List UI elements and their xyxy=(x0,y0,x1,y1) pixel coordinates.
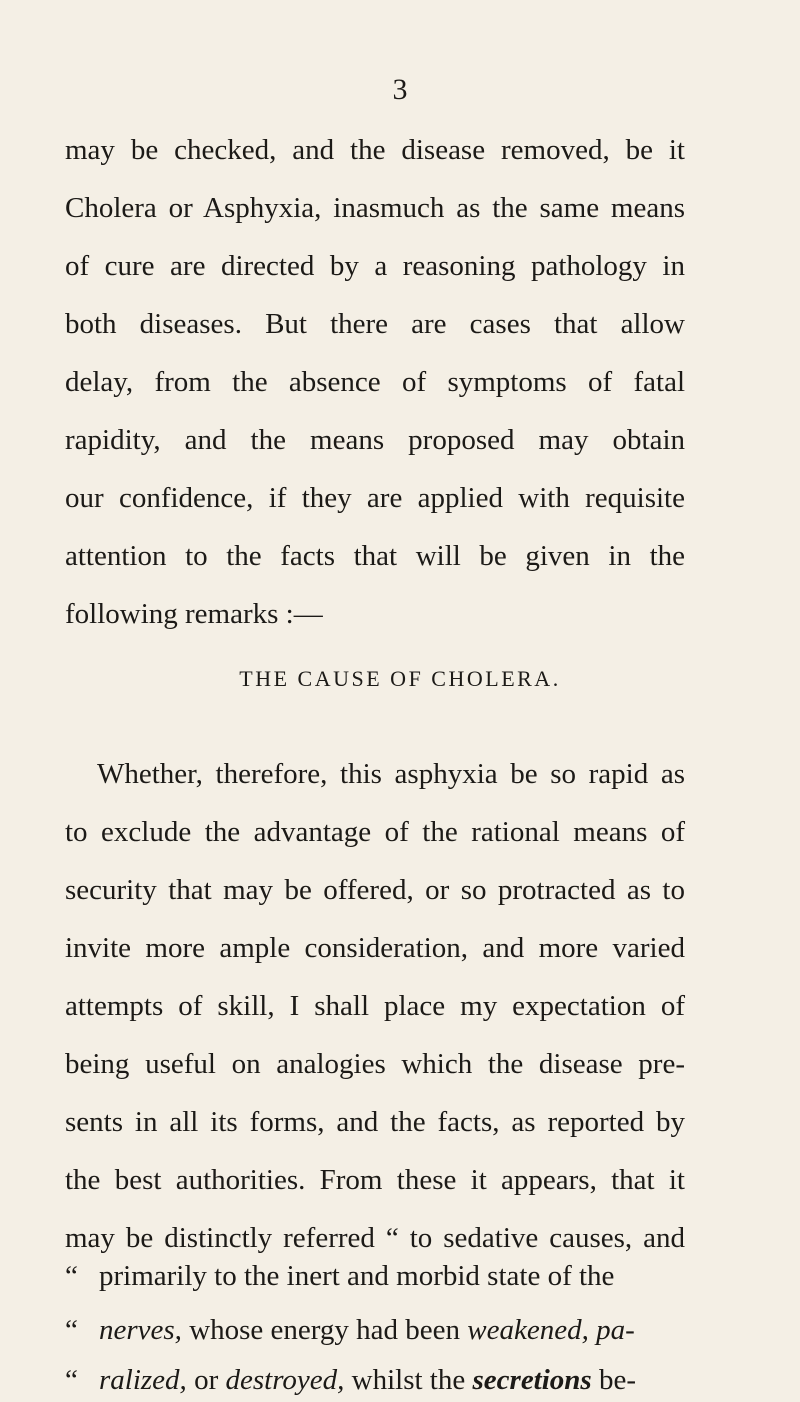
text-line: Whether, therefore, this asphyxia be so rapid as xyxy=(97,758,685,790)
italic-word: destroyed, xyxy=(225,1364,345,1396)
quoted-line-final xyxy=(65,1360,685,1400)
text-line: delay, from the absence of symptoms of fatal xyxy=(65,366,685,398)
italic-word: nerves, xyxy=(99,1314,182,1346)
text-line: to exclude the advantage of the rational means of xyxy=(65,816,685,848)
text-line: attempts of skill, I shall place my expectation of xyxy=(65,990,685,1022)
quoted-text: be- xyxy=(591,1364,636,1396)
open-quote: “ xyxy=(65,1364,78,1396)
bold-italic-word: secretions xyxy=(472,1364,592,1396)
quoted-text: primarily to the inert and morbid state of the xyxy=(99,1260,615,1292)
text-line: rapidity, and the means proposed may obtain xyxy=(65,424,685,456)
quoted-line xyxy=(65,1310,685,1350)
text-line: following remarks :— xyxy=(65,598,323,630)
quoted-text: whose energy had been xyxy=(181,1314,468,1346)
open-quote: “ xyxy=(65,1314,78,1346)
text-line: of cure are directed by a reasoning pathology in xyxy=(65,250,685,282)
text-line: our confidence, if they are applied with requisite xyxy=(65,482,685,514)
text-line: security that may be offered, or so protracted as to xyxy=(65,874,685,906)
italic-word: pa- xyxy=(588,1314,635,1346)
text-line: sents in all its forms, and the facts, as reported by xyxy=(65,1106,685,1138)
section-heading: THE CAUSE OF CHOLERA. xyxy=(239,666,561,691)
text-line: may be checked, and the disease removed, be it xyxy=(65,134,685,166)
page-number: 3 xyxy=(392,73,408,106)
text-line: invite more ample consideration, and more varied xyxy=(65,932,685,964)
text-line: may be distinctly referred “ to sedative causes, and xyxy=(65,1222,685,1254)
quoted-text: or xyxy=(186,1364,226,1396)
quoted-text: whilst the xyxy=(344,1364,473,1396)
quoted-line xyxy=(65,1256,685,1296)
text-line: the best authorities. From these it appears, that it xyxy=(65,1164,685,1196)
text-line: Cholera or Asphyxia, inasmuch as the same means xyxy=(65,192,685,224)
open-quote: “ xyxy=(65,1260,78,1292)
text-line: being useful on analogies which the disease pre- xyxy=(65,1048,685,1080)
italic-word: weakened, xyxy=(467,1314,589,1346)
text-line: attention to the facts that will be given in the xyxy=(65,540,685,572)
italic-word: ralized, xyxy=(99,1364,187,1396)
text-line: both diseases. But there are cases that allow xyxy=(65,308,685,340)
